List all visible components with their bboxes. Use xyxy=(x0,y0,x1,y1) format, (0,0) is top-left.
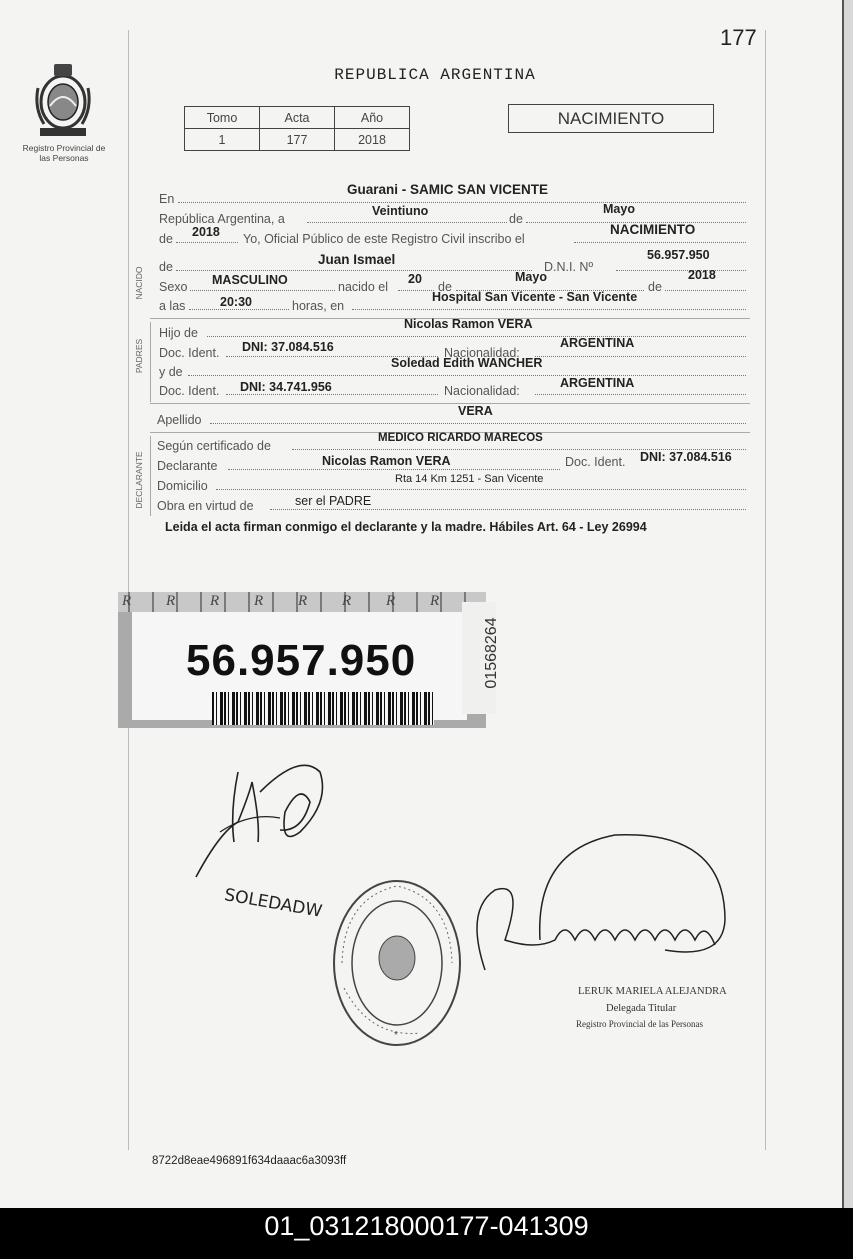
dotted-line xyxy=(352,309,746,310)
header-acta: Acta xyxy=(260,107,335,129)
label-nacionalidad: Nacionalidad: xyxy=(444,384,520,398)
label-doc-ident: Doc. Ident. xyxy=(159,384,220,398)
dotted-line xyxy=(307,222,507,223)
dotted-line xyxy=(188,375,746,376)
side-label-declarante: DECLARANTE xyxy=(134,451,144,509)
side-label-padres: PADRES xyxy=(134,338,144,374)
official-seal-icon xyxy=(330,878,465,1048)
dotted-line xyxy=(207,336,746,337)
value-declarante-doc: DNI: 37.084.516 xyxy=(640,450,732,464)
right-margin-line xyxy=(765,30,766,1150)
sticker-pattern-char: R xyxy=(430,593,440,609)
label-republica: República Argentina, a xyxy=(159,212,285,226)
registry-label: Registro Provincial de las Personas xyxy=(22,143,106,163)
province-emblem-icon xyxy=(30,58,96,140)
value-sexo: MASCULINO xyxy=(212,273,288,287)
record-type-box: NACIMIENTO xyxy=(508,104,714,133)
label-segun: Según certificado de xyxy=(157,439,271,453)
sticker-pattern-char: R xyxy=(342,593,352,609)
dotted-line xyxy=(176,242,238,243)
dotted-line xyxy=(226,394,438,395)
value-nombre: Juan Ismael xyxy=(318,252,396,267)
dotted-line xyxy=(190,290,335,291)
value-dia: 20 xyxy=(408,272,422,286)
label-y-de: y de xyxy=(159,365,183,379)
label-dni: D.N.I. Nº xyxy=(544,260,594,274)
dotted-line xyxy=(216,489,746,490)
header-tomo: Tomo xyxy=(185,107,260,129)
side-label-nacido: NACIDO xyxy=(134,266,144,300)
dotted-line xyxy=(574,242,746,243)
label-de: de xyxy=(438,280,452,294)
value-anio: 2018 xyxy=(335,129,410,151)
value-anio-inscripcion: 2018 xyxy=(192,225,220,239)
value-dni: 56.957.950 xyxy=(647,248,710,262)
label-nacionalidad: Nacionalidad: xyxy=(444,346,520,360)
value-anio: 2018 xyxy=(688,268,716,282)
footer-id: 01_031218000177-041309 xyxy=(264,1211,589,1241)
document-hash: 8722d8eae496891f634daaac6a3093ff xyxy=(152,1155,347,1167)
value-dia-letras: Veintiuno xyxy=(372,204,429,218)
section-separator xyxy=(150,403,750,404)
official-role: Delegada Titular xyxy=(606,1003,677,1014)
dotted-line xyxy=(616,270,746,271)
value-apellido: VERA xyxy=(458,404,493,418)
document-title: REPUBLICA ARGENTINA xyxy=(334,66,536,84)
value-padre-doc: DNI: 37.084.516 xyxy=(242,340,334,354)
value-domicilio: Rta 14 Km 1251 - San Vicente xyxy=(395,473,544,485)
sticker-pattern-char: R xyxy=(210,593,220,609)
value-virtud: ser el PADRE xyxy=(295,494,372,508)
value-mes: Mayo xyxy=(515,270,547,284)
dotted-line xyxy=(189,309,289,310)
dotted-line xyxy=(176,270,532,271)
label-declarante: Declarante xyxy=(157,459,218,473)
dotted-line xyxy=(228,469,560,470)
value-madre-doc: DNI: 34.741.956 xyxy=(240,380,332,394)
label-de: de xyxy=(509,212,523,226)
value-padre-nacionalidad: ARGENTINA xyxy=(560,336,635,350)
official-office: Registro Provincial de las Personas xyxy=(576,1019,703,1029)
value-tipo: NACIMIENTO xyxy=(610,222,696,237)
label-a-las: a las xyxy=(159,299,186,313)
dni-sticker xyxy=(118,592,486,728)
sticker-serial: 01568264 xyxy=(483,617,500,689)
sticker-dni-number: 56.957.950 xyxy=(186,636,417,685)
label-de: de xyxy=(159,232,173,246)
label-yo: Yo, Oficial Público de este Registro Civil inscribo el xyxy=(243,232,525,246)
sticker-body xyxy=(132,612,467,720)
sticker-pattern-char: R xyxy=(386,593,396,609)
label-sexo: Sexo xyxy=(159,280,188,294)
book-table xyxy=(184,106,410,151)
label-nacido-el: nacido el xyxy=(338,280,389,294)
dotted-line xyxy=(535,356,746,357)
dotted-line xyxy=(398,290,434,291)
label-domicilio: Domicilio xyxy=(157,479,208,493)
value-padre: Nicolas Ramon VERA xyxy=(404,317,533,331)
page-number: 177 xyxy=(720,25,757,50)
label-horas-en: horas, en xyxy=(292,299,345,313)
label-obra: Obra en virtud de xyxy=(157,499,254,513)
svg-text:*: * xyxy=(394,1030,398,1041)
label-de: de xyxy=(159,260,173,274)
mother-signature-text: SOLEDADW xyxy=(222,885,324,922)
label-en: En xyxy=(159,192,175,206)
dotted-line xyxy=(210,423,746,424)
label-de: de xyxy=(648,280,662,294)
value-mes-letras: Mayo xyxy=(603,202,635,216)
value-acta: 177 xyxy=(260,129,335,151)
dotted-line xyxy=(535,394,746,395)
closing-statement: Leida el acta firman conmigo el declarante y la madre. Hábiles Art. 64 - Ley 26994 xyxy=(165,520,647,534)
value-lugar-nacimiento: Hospital San Vicente - San Vicente xyxy=(432,290,638,304)
official-signature-icon xyxy=(465,830,735,990)
value-madre: Soledad Edith WANCHER xyxy=(391,356,543,370)
barcode-icon xyxy=(212,692,434,725)
dotted-line xyxy=(270,509,746,510)
label-doc-ident: Doc. Ident. xyxy=(565,455,626,469)
section-bracket xyxy=(150,322,151,402)
label-doc-ident: Doc. Ident. xyxy=(159,346,220,360)
section-bracket xyxy=(150,436,151,516)
value-certificado: MEDICO RICARDO MARECOS xyxy=(378,432,543,444)
left-margin-line xyxy=(128,30,129,1150)
official-name: LERUK MARIELA ALEJANDRA xyxy=(578,986,727,997)
sticker-pattern-char: R xyxy=(122,593,132,609)
label-hijo-de: Hijo de xyxy=(159,326,198,340)
value-hora: 20:30 xyxy=(220,295,252,309)
value-madre-nacionalidad: ARGENTINA xyxy=(560,376,635,390)
sticker-pattern-char: R xyxy=(166,593,176,609)
dotted-line xyxy=(178,202,746,203)
label-apellido: Apellido xyxy=(157,413,202,427)
page-edge xyxy=(842,0,853,1208)
value-declarante: Nicolas Ramon VERA xyxy=(322,454,451,468)
dotted-line xyxy=(665,290,746,291)
sticker-pattern-char: R xyxy=(298,593,308,609)
value-lugar: Guarani - SAMIC SAN VICENTE xyxy=(347,182,549,197)
header-anio: Año xyxy=(335,107,410,129)
declarant-signature-icon xyxy=(190,752,340,887)
value-tomo: 1 xyxy=(185,129,260,151)
sticker-pattern-char: R xyxy=(254,593,264,609)
